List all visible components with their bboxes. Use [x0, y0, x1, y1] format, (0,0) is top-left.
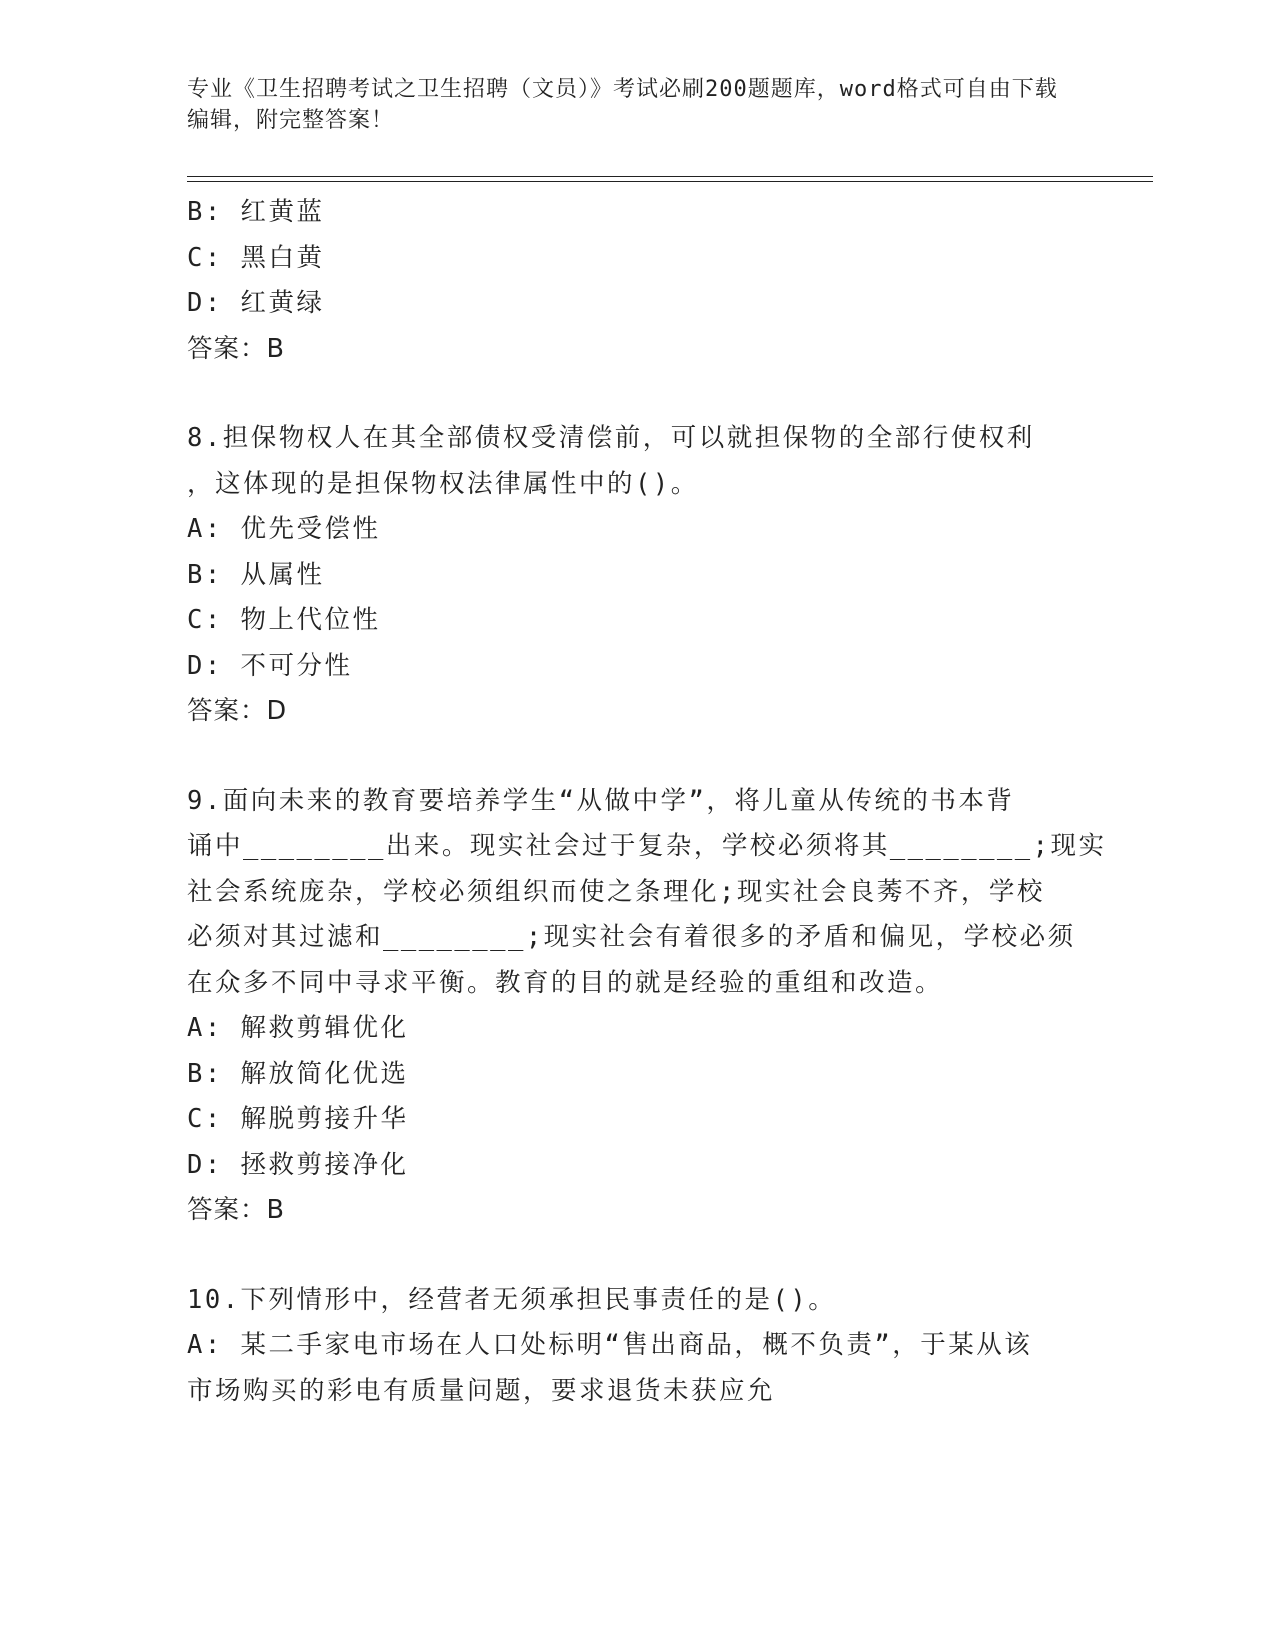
- option-a: A: 优先受偿性: [187, 514, 381, 544]
- option-a-continued: 市场购买的彩电有质量问题，要求退货未获应允: [187, 1375, 776, 1406]
- option-b: B: 红黄蓝: [187, 197, 325, 227]
- answer-line: 答案：B: [187, 333, 285, 364]
- page-header-title: 专业《卫生招聘考试之卫生招聘（文员）》考试必刷200题题库，word格式可自由下载编辑，附完整答案！: [187, 77, 1058, 133]
- question-stem-line: 社会系统庞杂，学校必须组织而使之条理化;现实社会良莠不齐，学校: [187, 876, 1045, 907]
- option-c: C: 解脱剪接升华: [187, 1104, 409, 1134]
- question-7: [187, 190, 1087, 372]
- option-a: A: 解救剪辑优化: [187, 1013, 409, 1043]
- option-b: B: 从属性: [187, 559, 325, 590]
- question-stem-line: 诵中________出来。现实社会过于复杂，学校必须将其________;现实: [187, 831, 1107, 861]
- question-8: [187, 416, 1087, 735]
- option-d: D: 不可分性: [187, 650, 353, 681]
- spacer: [187, 735, 1087, 779]
- answer-line: 答案：D: [187, 696, 288, 726]
- option-c: C: 黑白黄: [187, 242, 325, 273]
- spacer: [187, 372, 1087, 416]
- option-d: D: 拯救剪接净化: [187, 1149, 409, 1180]
- question-stem-line: 必须对其过滤和________;现实社会有着很多的矛盾和偏见，学校必须: [187, 922, 1076, 952]
- question-stem-line: 在众多不同中寻求平衡。教育的目的就是经验的重组和改造。: [187, 967, 944, 998]
- question-stem-line: ，这体现的是担保物权法律属性中的()。: [187, 468, 699, 499]
- question-10: [187, 1278, 1087, 1415]
- question-stem-line: 10.下列情形中，经营者无须承担民事责任的是()。: [187, 1284, 837, 1315]
- header-divider: [187, 176, 1153, 182]
- document-body: [187, 190, 1107, 1414]
- spacer: [187, 1234, 1087, 1278]
- option-d: D: 红黄绿: [187, 288, 325, 318]
- question-stem-line: 8.担保物权人在其全部债权受清偿前，可以就担保物的全部行使权利: [187, 423, 1035, 453]
- option-a: A: 某二手家电市场在人口处标明“售出商品，概不负责”，于某从该: [187, 1330, 1033, 1360]
- option-c: C: 物上代位性: [187, 605, 381, 635]
- question-stem-line: 9.面向未来的教育要培养学生“从做中学”，将儿童从传统的书本背: [187, 785, 1015, 816]
- answer-line: 答案：B: [187, 1195, 285, 1225]
- option-b: B: 解放简化优选: [187, 1058, 409, 1089]
- question-9: [187, 779, 1107, 1234]
